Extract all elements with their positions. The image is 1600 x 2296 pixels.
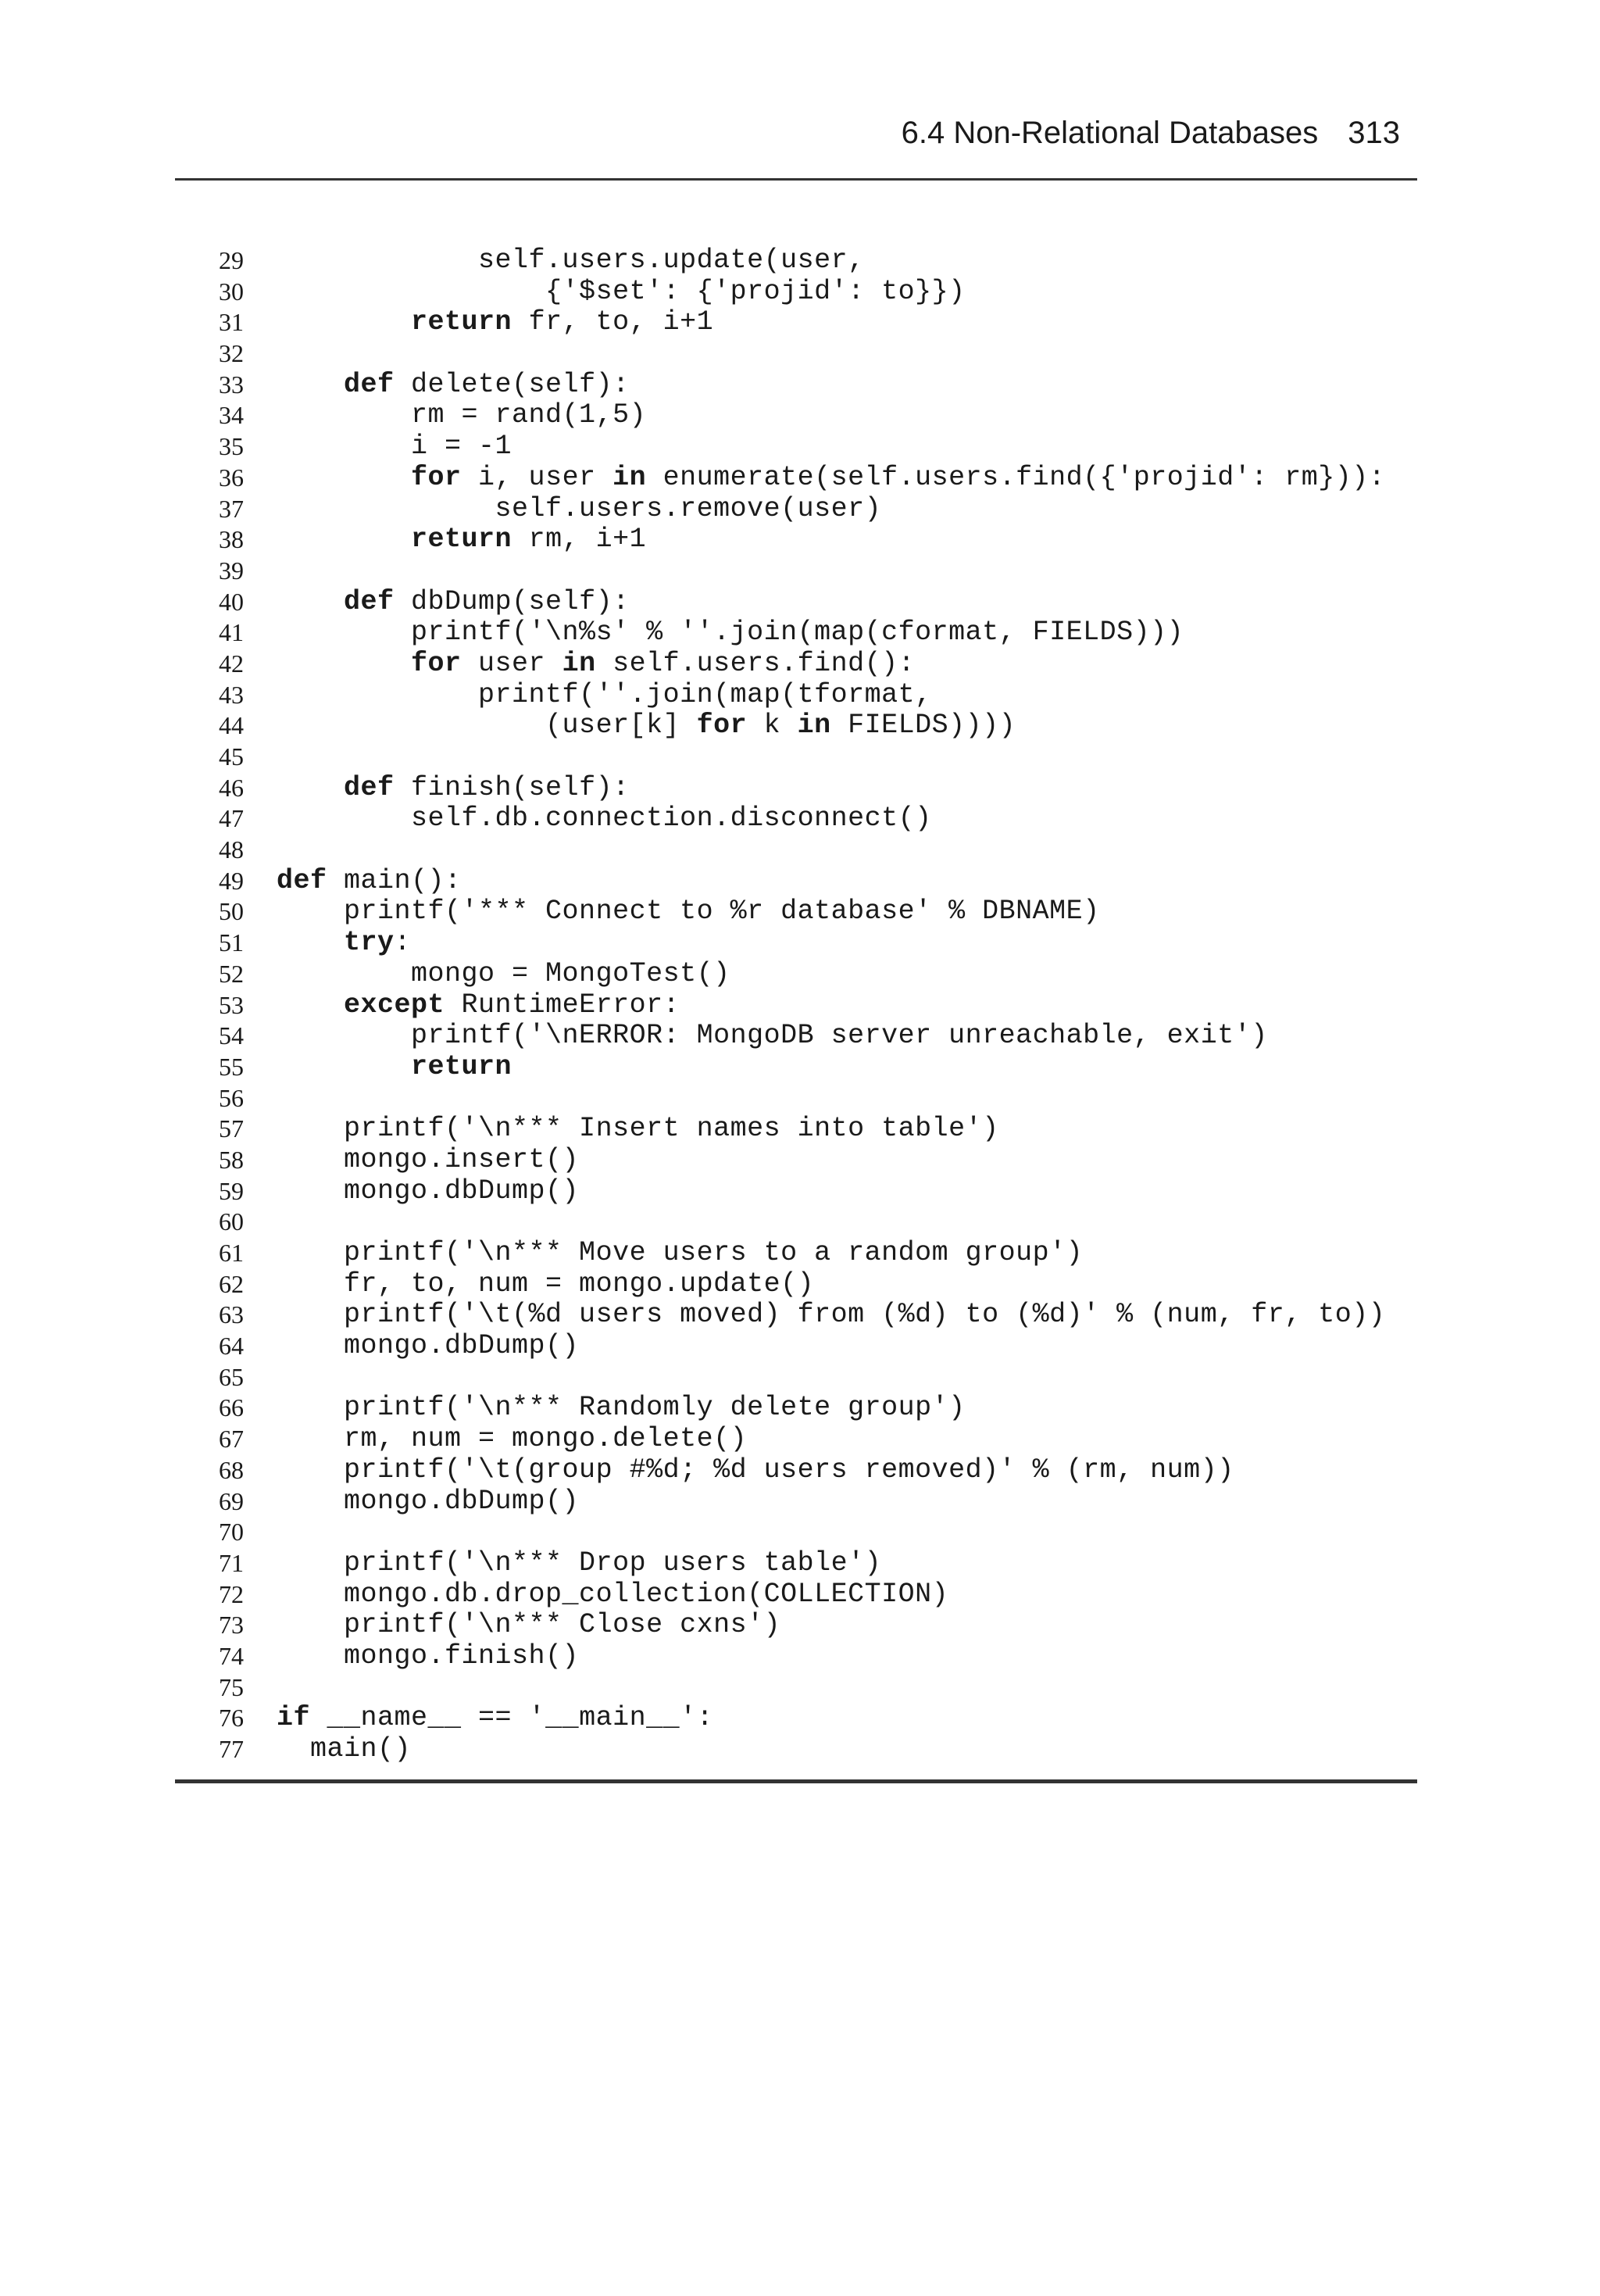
code-text: def main(): xyxy=(277,864,462,896)
running-header xyxy=(902,116,1400,151)
line-number: 59 xyxy=(219,1176,244,1205)
code-text: printf('\n*** Close cxns') xyxy=(277,1609,781,1641)
code-line xyxy=(0,1486,1600,1518)
line-number: 33 xyxy=(219,370,244,399)
line-number: 30 xyxy=(219,277,244,306)
code-text: printf('\n*** Insert names into table') xyxy=(277,1113,999,1145)
code-line xyxy=(0,1610,1600,1641)
code-line xyxy=(0,1331,1600,1362)
page-number: 313 xyxy=(1348,116,1400,150)
line-number: 34 xyxy=(219,401,244,430)
line-number: 68 xyxy=(219,1455,244,1484)
code-text: def finish(self): xyxy=(344,771,630,803)
line-number: 61 xyxy=(219,1239,244,1267)
code-line xyxy=(0,835,1600,866)
code-line xyxy=(0,1021,1600,1052)
code-line xyxy=(0,1672,1600,1704)
code-line xyxy=(0,587,1600,618)
code-line xyxy=(0,928,1600,959)
code-text: printf(''.join(map(tformat, xyxy=(277,678,932,710)
code-line xyxy=(0,1083,1600,1114)
code-line xyxy=(0,431,1600,463)
code-text: main() xyxy=(277,1733,412,1765)
code-text: try: xyxy=(344,927,412,959)
line-number: 37 xyxy=(219,494,244,523)
code-line xyxy=(0,710,1600,742)
line-number: 52 xyxy=(219,959,244,988)
line-number: 32 xyxy=(219,339,244,368)
line-number: 62 xyxy=(219,1269,244,1298)
code-text: printf('\nERROR: MongoDB server unreachable, exit') xyxy=(277,1020,1268,1052)
line-number: 65 xyxy=(219,1362,244,1391)
code-line xyxy=(0,1455,1600,1486)
code-line xyxy=(0,245,1600,277)
line-number: 60 xyxy=(219,1207,244,1236)
line-number: 44 xyxy=(219,711,244,740)
code-text: printf('\n*** Randomly delete group') xyxy=(277,1392,966,1424)
code-text: rm = rand(1,5) xyxy=(277,399,647,431)
code-line xyxy=(0,338,1600,370)
code-line xyxy=(0,1300,1600,1331)
line-number: 74 xyxy=(219,1641,244,1670)
line-number: 47 xyxy=(219,804,244,833)
line-number: 31 xyxy=(219,308,244,337)
code-line xyxy=(0,556,1600,587)
code-line xyxy=(0,1362,1600,1393)
code-text: printf('\t(%d users moved) from (%d) to (%d)' % (num, fr, to)) xyxy=(277,1299,1386,1331)
code-line xyxy=(0,1548,1600,1579)
code-text: printf('*** Connect to %r database' % DBNAME) xyxy=(277,896,1100,928)
code-text: mongo.finish() xyxy=(277,1640,580,1672)
line-number: 51 xyxy=(219,928,244,957)
code-line xyxy=(0,1114,1600,1145)
code-text: mongo.dbDump() xyxy=(277,1330,580,1362)
code-text: mongo.insert() xyxy=(277,1143,580,1175)
code-line xyxy=(0,307,1600,338)
code-text: self.db.connection.disconnect() xyxy=(277,803,932,835)
line-number: 72 xyxy=(219,1579,244,1608)
line-number: 54 xyxy=(219,1021,244,1050)
line-number: 53 xyxy=(219,990,244,1019)
code-line xyxy=(0,680,1600,711)
line-number: 64 xyxy=(219,1332,244,1361)
code-text: i = -1 xyxy=(277,431,512,463)
code-line xyxy=(0,1393,1600,1424)
code-text: self.users.update(user, xyxy=(277,245,865,276)
code-line xyxy=(0,277,1600,308)
code-text: mongo.db.drop_collection(COLLECTION) xyxy=(277,1578,949,1610)
code-text: if __name__ == '__main__': xyxy=(277,1702,714,1734)
code-line xyxy=(0,1734,1600,1765)
line-number: 71 xyxy=(219,1548,244,1577)
line-number: 56 xyxy=(219,1083,244,1112)
code-text: except RuntimeError: xyxy=(344,989,680,1021)
line-number: 49 xyxy=(219,866,244,895)
section-title: 6.4 Non-Relational Databases xyxy=(901,116,1319,150)
line-number: 77 xyxy=(219,1735,244,1763)
line-number: 55 xyxy=(219,1052,244,1081)
code-text: for user in self.users.find(): xyxy=(411,647,916,679)
code-text: printf('\n%s' % ''.join(map(cformat, FIELDS))) xyxy=(277,617,1184,649)
code-line xyxy=(0,773,1600,804)
code-text: self.users.remove(user) xyxy=(277,492,882,524)
line-number: 63 xyxy=(219,1300,244,1329)
line-number: 73 xyxy=(219,1611,244,1640)
code-listing xyxy=(0,245,1600,1765)
code-line xyxy=(0,1145,1600,1176)
code-line xyxy=(0,1207,1600,1238)
code-text: mongo.dbDump() xyxy=(277,1485,580,1517)
code-line xyxy=(0,649,1600,680)
code-text: return xyxy=(411,1050,512,1082)
code-line xyxy=(0,494,1600,525)
line-number: 36 xyxy=(219,463,244,492)
line-number: 48 xyxy=(219,835,244,864)
header-rule xyxy=(175,178,1417,181)
code-line xyxy=(0,1176,1600,1207)
code-line xyxy=(0,1517,1600,1548)
line-number: 75 xyxy=(219,1672,244,1701)
line-number: 40 xyxy=(219,587,244,616)
code-text: def delete(self): xyxy=(344,368,630,400)
line-number: 57 xyxy=(219,1114,244,1143)
line-number: 70 xyxy=(219,1518,244,1547)
code-line xyxy=(0,463,1600,494)
code-line xyxy=(0,1052,1600,1083)
line-number: 29 xyxy=(219,246,244,274)
code-text: printf('\t(group #%d; %d users removed)' % (rm, num)) xyxy=(277,1454,1234,1486)
line-number: 46 xyxy=(219,773,244,802)
line-number: 67 xyxy=(219,1425,244,1454)
line-number: 35 xyxy=(219,432,244,461)
line-number: 39 xyxy=(219,556,244,585)
code-text: mongo.dbDump() xyxy=(277,1175,580,1207)
code-line xyxy=(0,959,1600,990)
code-line xyxy=(0,1238,1600,1269)
code-text: printf('\n*** Move users to a random group') xyxy=(277,1237,1084,1268)
line-number: 69 xyxy=(219,1486,244,1515)
code-text: printf('\n*** Drop users table') xyxy=(277,1547,882,1579)
code-text: return fr, to, i+1 xyxy=(411,306,714,338)
code-line xyxy=(0,1579,1600,1611)
code-line xyxy=(0,990,1600,1021)
line-number: 76 xyxy=(219,1704,244,1733)
code-line xyxy=(0,524,1600,556)
code-line xyxy=(0,1269,1600,1300)
code-line xyxy=(0,803,1600,835)
line-number: 43 xyxy=(219,680,244,709)
code-text: {'$set': {'projid': to}}) xyxy=(277,275,966,307)
code-line xyxy=(0,1424,1600,1455)
listing-end-rule xyxy=(175,1779,1417,1783)
line-number: 66 xyxy=(219,1393,244,1422)
code-line xyxy=(0,896,1600,928)
code-text: mongo = MongoTest() xyxy=(277,957,730,989)
code-line xyxy=(0,1703,1600,1734)
code-text: fr, to, num = mongo.update() xyxy=(277,1268,815,1300)
code-text: rm, num = mongo.delete() xyxy=(277,1423,748,1455)
line-number: 42 xyxy=(219,649,244,678)
code-line xyxy=(0,370,1600,401)
code-text: def dbDump(self): xyxy=(344,585,630,617)
line-number: 45 xyxy=(219,742,244,771)
line-number: 50 xyxy=(219,897,244,926)
code-line xyxy=(0,866,1600,897)
code-text: (user[k] for k in FIELDS)))) xyxy=(277,710,1016,742)
code-line xyxy=(0,1641,1600,1672)
line-number: 38 xyxy=(219,525,244,554)
line-number: 58 xyxy=(219,1145,244,1174)
code-line xyxy=(0,400,1600,431)
line-number: 41 xyxy=(219,618,244,647)
code-line xyxy=(0,617,1600,649)
code-line xyxy=(0,742,1600,773)
code-text: for i, user in enumerate(self.users.find({'projid': rm})): xyxy=(411,461,1386,493)
code-text: return rm, i+1 xyxy=(411,524,647,556)
